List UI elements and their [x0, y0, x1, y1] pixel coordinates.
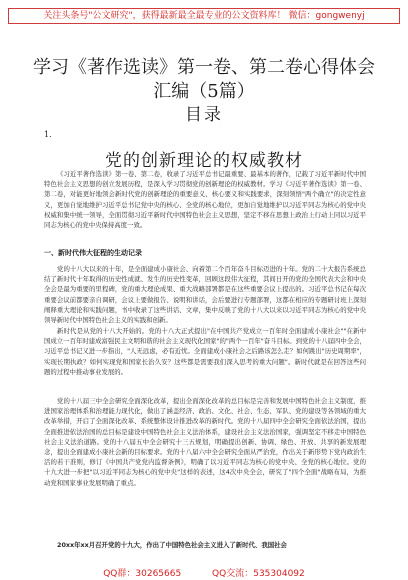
body-paragraph-2: 新时代是从党的十八大开始的。党的十八大正式提出"在中国共产党成立一百年时全面建成小康社会""在新中国成立一百年时建成富强民主文明和谐的社会主义现代化国家"的"两个一百年"奋斗目标。到党的十八届四中全会，习近平总书记又进一步指出，"人无远虑，必有近忧。全面建成小康社会之后路该怎么走？如何跳出"历史周期率"，实现长期执政？如何实现党和国家长治久安？这些都是需要我们深入思考的重大问题"。新时代就是在回答这些问题的过程中推动事业发展的。 — [44, 327, 366, 376]
body-paragraph-1: 党的十八大以来的十年，是全面建成小康社会、向着第二个百年奋斗目标迈进的十年。党的二十大报告系统总结了新时代十年取得的历史性成就、发生的历史性变革，回顾这段伟大征程，其间日开的党的全国代表大会和中央全会是最为重要的里程碑，党的重大理论成果、重大战略部署都是在这些重要会议上提出的。习近平总书记在每次重要会议前都要亲自调研，会议上要做报告、说明和讲话，会后要进行专题部署，这都在相应的专题研讨班上深刻阐释重大理论和实践问题，书中收录了这些讲话、文章，集中反映了党的十八大以来以习近平同志为核心的党中央领导新时代中国特色社会主义的实践和创新。 — [44, 265, 366, 325]
section-subheading: 一、新时代伟大征程的生动记录 — [44, 249, 142, 257]
toc-heading: 目录 — [185, 105, 223, 125]
footer-contact: QQ群：30265665 QQ交流：535304092 — [103, 569, 305, 579]
intro-paragraph: 《习近平著作选读》第一卷、第二卷，收录了习近平总书记最重要、最基本的著作，记载了习近平新时代中国特色社会主义思想的创立发展历程，是深入学习贯彻党的创新理论的权威教材。学习《习近平著作选读》第一卷、第二卷，对能更好地领会新时代党的创新理论的重要意义、核心要义和实践要求，深刻领悟"两个确立"的决定性意义，更加自觉地维护习近平总书记党中央的核心、全党的核心地位，更加自觉地维护以习近平同志为核心的党中央权威和集中统一领导，全面贯彻习近平新时代中国特色社会主义思想，坚定不移在思想上政治上行动上同以习近平同志为核心的党中央保持高度一致。 — [44, 170, 366, 230]
promo-banner: 关注头条号"公文研究"，获得最新最全最专业的公文资料库！ 微信：gongwenyj — [8, 8, 400, 24]
section-number: 1. — [44, 130, 52, 139]
body-paragraph-4: 20xx年xx月召开党的十九大，作出了中国特色社会主义进入了新时代、我国社会 — [57, 541, 287, 549]
document-title: 学习《著作选读》第一卷、第二卷心得体会汇编（5篇） — [33, 57, 375, 103]
article-title: 党的创新理论的权威教材 — [105, 151, 303, 171]
body-paragraph-3: 党的十八届三中全会研究全面深化改革，提出全面深化改革的总目标是完善和发展中国特色社会主义制度，推进国家治理体系和治理能力现代化，做出了涵盖经济、政治、文化、社会、生态、军队、党的建设等各领域的重大改革举措，开启了全面深化改革、系统整体设计推进改革的新时代。党的十八届四中全会研究全面依法治国，提出全面推进依法治国的总目标是建设中国特色社会主义法治体系，建设社会主义法治国家，强调坚定不移走中国特色社会主义法治道路。党的十八届五中全会研究十三五规划，明确提出创新、协调、绿色、开放、共享的新发展理念，提出全面建成小康社会新的目标要求。党的十八届六中全会研究全面从严治党，作出关于新形势下党内政治生活的若干准则，修订《中国共产党党内监督条例》，明确了以习近平同志为核心的党中央、全党的核心地位。党的十九大进一步把"以习近平同志为核心的党中央"这样的表述，这4次中央全会，研究了"四个全面"战略布局，为推动党和国家事业发展明确了重点。 — [44, 397, 366, 487]
